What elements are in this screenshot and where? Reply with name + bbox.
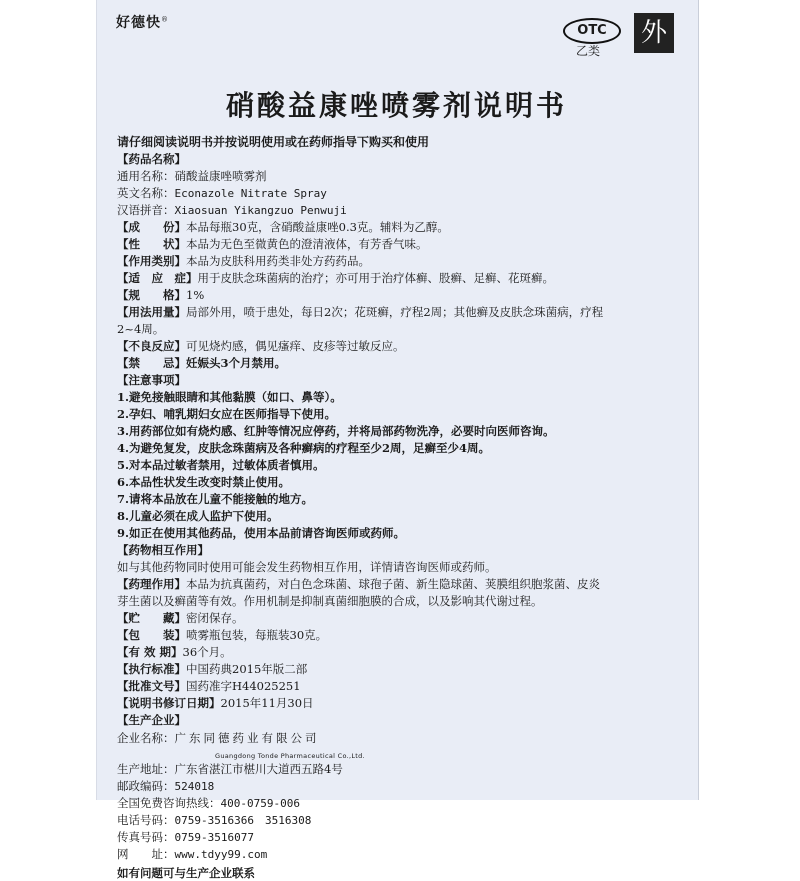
spec-row: 【规 格】1% — [117, 288, 205, 302]
precaution-item: 4.为避免复发，皮肤念珠菌病及各种癣病的疗程至少2周，足癣至少4周。 — [117, 441, 491, 455]
document-title: 硝酸益康唑喷雾剂说明书 — [225, 89, 567, 122]
otc-badge: OTC — [563, 18, 621, 44]
external-use-mark: 外 — [634, 13, 674, 53]
hotline-row: 全国免费咨询热线：400-0759-006 — [117, 796, 300, 810]
otc-class-label: 乙类 — [576, 44, 601, 58]
generic-name-row: 通用名称：硝酸益康唑喷雾剂 — [117, 169, 267, 183]
standard-row: 【执行标准】中国药典2015年版二部 — [117, 662, 308, 676]
package-row: 【包 装】喷雾瓶包装，每瓶装30克。 — [117, 628, 328, 642]
company-name-row: 企业名称：广东同德药业有限公司 — [117, 731, 320, 745]
indications-row: 【适 应 症】用于皮肤念珠菌病的治疗；亦可用于治疗体癣、股癣、足癣、花斑癣。 — [117, 271, 554, 285]
manufacturer-section: 【生产企业】 — [117, 713, 186, 727]
precaution-item: 1.避免接触眼睛和其他黏膜（如口、鼻等）。 — [117, 390, 342, 404]
contraindication-row: 【禁 忌】妊娠头3个月禁用。 — [117, 356, 287, 370]
precaution-item: 7.请将本品放在儿童不能接触的地方。 — [117, 492, 314, 506]
pinyin-name-row: 汉语拼音：Xiaosuan Yikangzuo Penwuji — [117, 203, 347, 217]
precaution-item: 9.如正在使用其他药品，使用本品前请咨询医师或药师。 — [117, 526, 406, 540]
storage-row: 【贮 藏】密闭保存。 — [117, 611, 244, 625]
pharmacology-row-cont: 芽生菌以及癣菌等有效。作用机制是抑制真菌细胞膜的合成，以及影响其代谢过程。 — [117, 594, 543, 608]
interaction-section: 【药物相互作用】 — [117, 543, 209, 557]
precaution-item: 6.本品性状发生改变时禁止使用。 — [117, 475, 291, 489]
usage-row: 【用法用量】局部外用，喷于患处，每日2次；花斑癣，疗程2周；其他癣及皮肤念珠菌病，疗程 — [117, 305, 604, 319]
revision-row: 【说明书修订日期】2015年11月30日 — [117, 696, 314, 710]
english-name-row: 英文名称：Econazole Nitrate Spray — [117, 186, 327, 200]
precaution-item: 5.对本品过敏者禁用，过敏体质者慎用。 — [117, 458, 325, 472]
approval-row: 【批准文号】国药准字H44025251 — [117, 679, 301, 693]
interaction-text: 如与其他药物同时使用可能会发生药物相互作用，详情请咨询医师或药师。 — [117, 560, 497, 574]
precaution-item: 3.用药部位如有烧灼感、红肿等情况应停药，并将局部药物洗净，必要时向医师咨询。 — [117, 424, 555, 438]
usage-row-cont: 2~4周。 — [117, 322, 165, 336]
company-english-name: Guangdong Tonde Pharmaceutical Co.,Ltd. — [215, 752, 365, 760]
footer-contact-note: 如有问题可与生产企业联系 — [117, 866, 255, 880]
fax-row: 传真号码：0759-3516077 — [117, 830, 254, 844]
validity-row: 【有 效 期】36个月。 — [117, 645, 232, 659]
adverse-row: 【不良反应】可见烧灼感，偶见瘙痒、皮疹等过敏反应。 — [117, 339, 405, 353]
postcode-row: 邮政编码：524018 — [117, 779, 215, 793]
appearance-row: 【性 状】本品为无色至微黄色的澄清液体，有芳香气味。 — [117, 237, 428, 251]
website-row: 网 址：www.tdyy99.com — [117, 847, 268, 861]
address-row: 生产地址：广东省湛江市椹川大道西五路4号 — [117, 762, 343, 776]
pharmacology-row: 【药理作用】本品为抗真菌药，对白色念珠菌、球孢子菌、新生隐球菌、荚膜组织胞浆菌、皮炎 — [117, 577, 600, 591]
drug-name-section: 【药品名称】 — [117, 152, 186, 166]
precaution-item: 2.孕妇、哺乳期妇女应在医师指导下使用。 — [117, 407, 337, 421]
registered-mark: ® — [161, 15, 169, 24]
precaution-item: 8.儿童必须在成人监护下使用。 — [117, 509, 279, 523]
phone-row: 电话号码：0759-3516366 3516308 — [117, 813, 312, 827]
brand-name: 好德快® — [116, 15, 169, 31]
ingredients-row: 【成 份】本品每瓶30克，含硝酸益康唑0.3克。辅料为乙醇。 — [117, 220, 449, 234]
precautions-section: 【注意事项】 — [117, 373, 186, 387]
reading-advice: 请仔细阅读说明书并按说明使用或在药师指导下购买和使用 — [117, 135, 430, 149]
category-row: 【作用类别】本品为皮肤科用药类非处方药药品。 — [117, 254, 370, 268]
